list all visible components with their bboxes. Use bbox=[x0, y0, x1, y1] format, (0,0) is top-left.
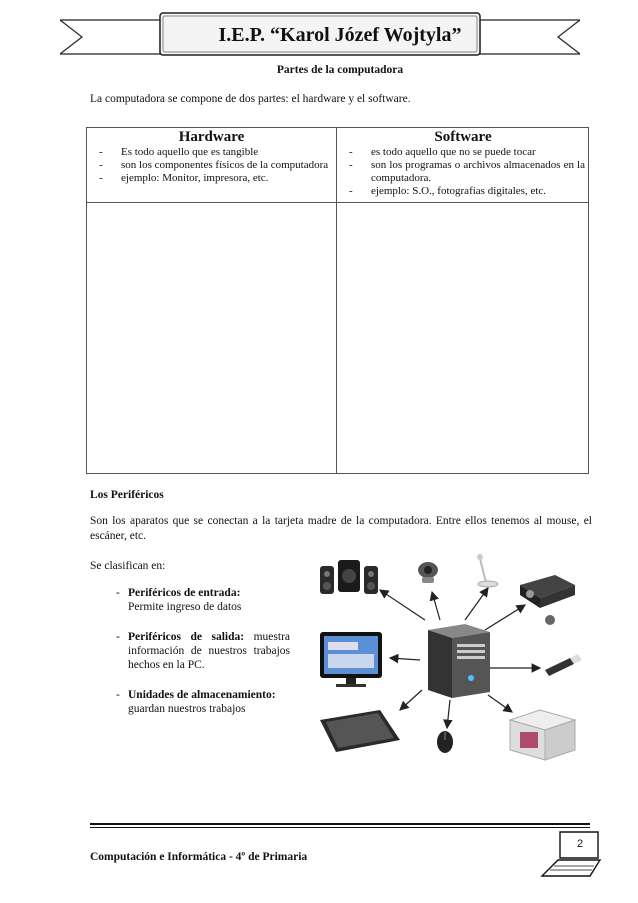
hardware-item: - ejemplo: Monitor, impresora, etc. bbox=[87, 172, 331, 185]
list-item bbox=[90, 586, 290, 614]
speakers-icon bbox=[320, 560, 378, 594]
page-number: 2 bbox=[576, 838, 584, 850]
table-row-divider bbox=[87, 202, 588, 203]
page-subtitle: Partes de la computadora bbox=[276, 64, 404, 76]
header-title: I.E.P. “Karol Józef Wojtyla” bbox=[218, 24, 462, 46]
periferico-term: Periféricos de salida: bbox=[128, 631, 245, 643]
software-header: Software bbox=[434, 129, 492, 145]
keyboard-icon bbox=[320, 710, 400, 752]
clasifican-text: Se clasifican en: bbox=[90, 560, 166, 572]
computer-tower-icon bbox=[428, 624, 490, 698]
periferico-desc: guardan nuestros trabajos bbox=[128, 703, 246, 715]
periferico-term: Periféricos de entrada: bbox=[128, 587, 241, 599]
hardware-item: - son los componentes físicos de la computadora bbox=[87, 159, 331, 172]
list-item bbox=[90, 688, 290, 716]
intro-text: La computadora se compone de dos partes: el hardware y el software. bbox=[90, 93, 411, 105]
software-item: - ejemplo: S.O., fotografías digitales, etc. bbox=[337, 185, 585, 198]
periferico-desc: muestra información de nuestros trabajos hechos en la PC. bbox=[128, 631, 290, 671]
monitor-icon bbox=[320, 632, 382, 687]
list-item bbox=[90, 630, 290, 672]
hardware-item: - Es todo aquello que es tangible bbox=[87, 146, 331, 159]
projector-icon bbox=[520, 575, 575, 625]
perifericos-title: Los Periféricos bbox=[90, 489, 164, 501]
microphone-icon bbox=[477, 554, 498, 587]
periferico-desc: Permite ingreso de datos bbox=[128, 601, 242, 613]
footer-rule-thin bbox=[90, 827, 590, 828]
periferico-term: Unidades de almacenamiento: bbox=[128, 689, 276, 701]
software-list bbox=[337, 146, 585, 198]
footer-rule bbox=[90, 823, 590, 825]
hardware-software-table bbox=[86, 127, 589, 474]
perifericos-paragraph: Son los aparatos que se conectan a la tarjeta madre de la computadora. Entre ellos tenemos al mouse, el escáner, etc. bbox=[90, 515, 592, 542]
usb-drive-icon bbox=[545, 654, 582, 676]
perifericos-list bbox=[90, 586, 290, 732]
hardware-header: Hardware bbox=[178, 129, 245, 145]
software-item: - es todo aquello que no se puede tocar bbox=[337, 146, 585, 159]
software-item: - son los programas o archivos almacenados en la computadora. bbox=[337, 159, 585, 185]
footer-text: Computación e Informática - 4º de Primaria bbox=[90, 851, 308, 863]
mouse-icon bbox=[437, 731, 453, 753]
webcam-icon bbox=[418, 562, 438, 583]
peripherals-diagram bbox=[300, 550, 590, 770]
hardware-list bbox=[87, 146, 331, 185]
printer-icon bbox=[510, 710, 575, 760]
